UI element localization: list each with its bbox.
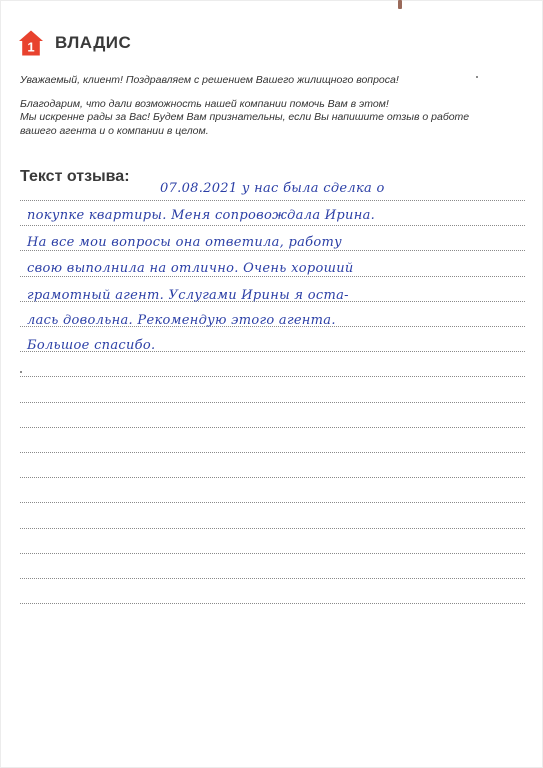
handwritten-line: покупке квартиры. Меня сопровождала Ирина. [27, 208, 376, 223]
pen-dot [476, 76, 478, 78]
house-logo-icon [18, 29, 44, 57]
intro-text [20, 74, 520, 138]
writing-rule [20, 402, 525, 403]
intro-greeting: Уважаемый, клиент! Поздравляем с решением Вашего жилищного вопроса! [20, 74, 399, 86]
writing-rule [20, 427, 525, 428]
writing-rule [20, 225, 525, 226]
writing-rule [20, 376, 525, 377]
writing-rule [20, 250, 525, 251]
handwritten-line: грамотный агент. Услугами Ирины я оста- [27, 288, 349, 303]
review-heading: Текст отзыва: [20, 168, 130, 185]
intro-thanks: Благодарим, что дали возможность нашей компании помочь Вам в этом! [20, 97, 389, 110]
writing-rule [20, 477, 525, 478]
pen-dot [20, 371, 22, 373]
logo-digit: 1 [27, 39, 35, 55]
writing-rule [20, 528, 525, 529]
paper-mark [398, 0, 402, 9]
writing-rule [20, 452, 525, 453]
writing-rule [20, 553, 525, 554]
handwritten-line: На все мои вопросы она ответила, работу [27, 235, 342, 250]
handwritten-line: 07.08.2021 у нас была сделка о [160, 181, 385, 196]
writing-rule [20, 578, 525, 579]
handwritten-line: Большое спасибо. [27, 338, 156, 353]
brand-logo [18, 29, 131, 57]
writing-rule [20, 603, 525, 604]
brand-name: ВЛАДИС [55, 33, 132, 52]
writing-rule [20, 200, 525, 201]
handwritten-line: лась довольна. Рекомендую этого агента. [27, 313, 336, 328]
intro-request-cont: вашего агента и о компании в целом. [20, 124, 209, 137]
handwritten-line: свою выполнила на отлично. Очень хороший [27, 261, 354, 276]
intro-request: Мы искренне рады за Вас! Будем Вам признательны, если Вы напишите отзыв о работе [20, 111, 470, 123]
writing-rule [20, 502, 525, 503]
